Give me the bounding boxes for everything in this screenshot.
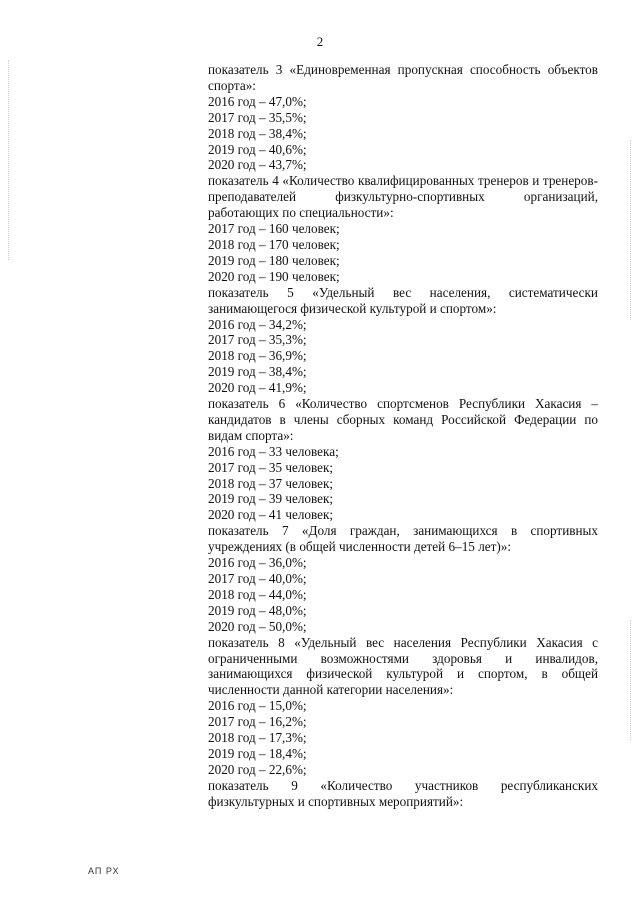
- value-line: 2016 год – 33 человека;: [208, 443, 339, 459]
- value-line: 2016 год – 47,0%;: [208, 93, 307, 109]
- scan-edge-left: [8, 60, 10, 260]
- document-body: [208, 62, 598, 810]
- value-line: 2019 год – 18,4%;: [208, 745, 307, 761]
- value-line: 2018 год – 36,9%;: [208, 348, 307, 364]
- indicator-block: [208, 778, 598, 810]
- indicator-block: [208, 396, 598, 523]
- indicator-block: [208, 523, 598, 634]
- value-line: 2018 год – 37 человек;: [208, 475, 334, 491]
- value-line: 2019 год – 38,4%;: [208, 364, 307, 380]
- page-number: 2: [316, 34, 324, 49]
- indicator-text: показатель 5 «Удельный вес населения, систематически занимающегося физической культурой и спортом»:: [208, 284, 598, 316]
- value-line: 2017 год – 35 человек;: [208, 459, 334, 475]
- value-line: 2018 год – 44,0%;: [208, 586, 307, 602]
- value-line: 2020 год – 41 человек;: [208, 507, 334, 523]
- value-line: 2020 год – 41,9%;: [208, 380, 307, 396]
- value-line: 2017 год – 35,5%;: [208, 109, 307, 125]
- value-line: 2019 год – 39 человек;: [208, 491, 334, 507]
- value-line: 2020 год – 190 человек;: [208, 268, 340, 284]
- footer-stamp: АП РХ: [88, 866, 120, 876]
- value-line: 2018 год – 17,3%;: [208, 730, 307, 746]
- value-line: 2019 год – 180 человек;: [208, 252, 340, 268]
- value-line: 2019 год – 40,6%;: [208, 141, 307, 157]
- value-line: 2017 год – 16,2%;: [208, 714, 307, 730]
- value-line: 2017 год – 40,0%;: [208, 571, 307, 586]
- indicator-block: [208, 62, 598, 173]
- value-line: 2016 год – 34,2%;: [208, 316, 307, 332]
- indicator-text: показатель 9 «Количество участников республиканских физкультурных и спортивных мероприятий»:: [208, 777, 598, 809]
- scan-edge-right: [630, 140, 632, 320]
- indicator-values: [208, 444, 598, 524]
- indicator-text: показатель 7 «Доля граждан, занимающихся в спортивных учреждениях (в общей численности детей 6–15 лет)»:: [208, 523, 598, 555]
- value-line: 2018 год – 38,4%;: [208, 125, 307, 141]
- value-line: 2017 год – 160 человек;: [208, 221, 340, 237]
- indicator-text: показатель 6 «Количество спортсменов Республики Хакасия – кандидатов в члены сборных команд Российской Федерации по видам спорта»:: [208, 396, 598, 443]
- value-line: 2020 год – 22,6%;: [208, 761, 307, 777]
- indicator-text: показатель 8 «Удельный вес населения Республики Хакасия с ограниченными возможностями здоровья и инвалидов, занимающихся физической культурой и спортом, в общей численности данной категории населения»:: [208, 634, 598, 698]
- indicator-text: показатель 3 «Единовременная пропускная способность объектов спорта»:: [208, 62, 598, 93]
- value-line: 2020 год – 43,7%;: [208, 157, 307, 173]
- indicator-block: [208, 635, 598, 778]
- value-line: 2020 год – 50,0%;: [208, 618, 307, 634]
- indicator-values: [208, 698, 598, 778]
- indicator-values: [208, 317, 598, 397]
- indicator-values: [208, 94, 598, 174]
- value-line: 2017 год – 35,3%;: [208, 332, 307, 348]
- indicator-block: [208, 285, 598, 396]
- indicator-block: [208, 173, 598, 284]
- value-line: 2018 год – 170 человек;: [208, 236, 340, 252]
- value-line: 2016 год – 36,0%;: [208, 555, 307, 571]
- indicator-values: [208, 221, 598, 285]
- indicator-values: [208, 555, 598, 635]
- scan-edge-right-lower: [630, 620, 632, 740]
- indicator-text: показатель 4 «Количество квалифицированных тренеров и тренеров-преподавателей физкультурно-спортивных организаций, работающих по специальности»:: [208, 173, 598, 221]
- value-line: 2016 год – 15,0%;: [208, 698, 307, 714]
- value-line: 2019 год – 48,0%;: [208, 602, 307, 618]
